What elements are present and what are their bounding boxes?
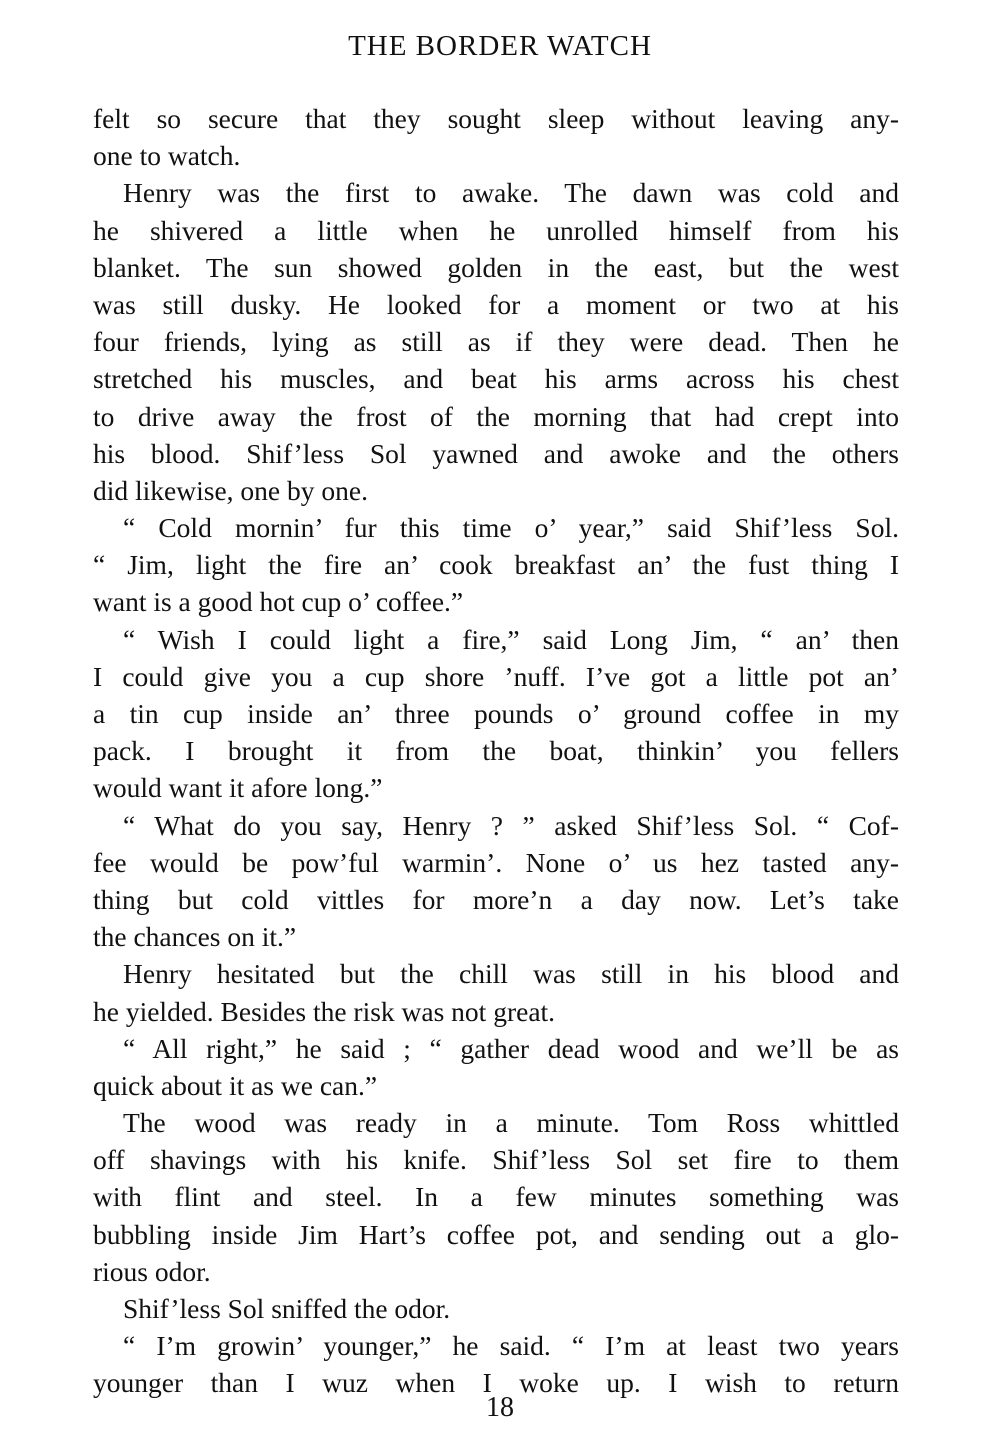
text-line: stretched his muscles, and beat his arms across his chest bbox=[93, 363, 899, 395]
text-line: the chances on it.” bbox=[93, 921, 297, 953]
text-line: Henry was the first to awake. The dawn was cold and bbox=[123, 177, 899, 209]
text-line: with flint and steel. In a few minutes something was bbox=[93, 1181, 899, 1213]
text-line: thing but cold vittles for more’n a day now. Let’s take bbox=[93, 883, 899, 915]
text-line: want is a good hot cup o’ coffee.” bbox=[93, 586, 464, 618]
text-line: four friends, lying as still as if they were dead. Then he bbox=[93, 326, 899, 358]
text-line: he shivered a little when he unrolled himself from his bbox=[93, 214, 899, 246]
running-head-title: THE BORDER WATCH bbox=[348, 30, 652, 62]
text-line: felt so secure that they sought sleep without leaving any- bbox=[93, 103, 899, 134]
text-line: pack. I brought it from the boat, thinkin’ you fellers bbox=[93, 735, 899, 767]
text-line: “ Cold mornin’ fur this time o’ year,” said Shif’less Sol. bbox=[123, 512, 899, 544]
text-line: Shif’less Sol sniffed the odor. bbox=[123, 1293, 451, 1324]
text-line: “ All right,” he said ; “ gather dead wood and we’ll be as bbox=[123, 1032, 899, 1064]
text-line: fee would be pow’ful warmin’. None o’ us hez tasted any- bbox=[93, 846, 899, 878]
text-line: bubbling inside Jim Hart’s coffee pot, and sending out a glo- bbox=[93, 1218, 899, 1250]
text-line: one to watch. bbox=[93, 140, 241, 172]
text-line: The wood was ready in a minute. Tom Ross whittled bbox=[123, 1107, 899, 1139]
text-line: was still dusky. He looked for a moment or two at his bbox=[93, 288, 899, 320]
text-line: quick about it as we can.” bbox=[93, 1069, 378, 1101]
text-line: rious odor. bbox=[93, 1255, 211, 1287]
text-line: a tin cup inside an’ three pounds o’ ground coffee in my bbox=[93, 698, 899, 729]
page-number: 18 bbox=[486, 1392, 514, 1423]
text-line: “ I’m growin’ younger,” he said. “ I’m at least two years bbox=[123, 1330, 899, 1362]
text-line: “ Jim, light the fire an’ cook breakfast an’ the fust thing I bbox=[93, 549, 899, 581]
text-line: he yielded. Besides the risk was not great. bbox=[93, 995, 556, 1027]
body-text bbox=[93, 100, 899, 1402]
text-line: off shavings with his knife. Shif’less Sol set fire to them bbox=[93, 1144, 899, 1176]
text-line: younger than I wuz when I woke up. I wish to return bbox=[93, 1367, 899, 1399]
text-line: “ What do you say, Henry ? ” asked Shif’less Sol. “ Cof- bbox=[123, 809, 899, 841]
text-line: I could give you a cup shore ’nuff. I’ve got a little pot an’ bbox=[93, 660, 899, 692]
text-line: to drive away the frost of the morning that had crept into bbox=[93, 400, 899, 432]
text-line: did likewise, one by one. bbox=[93, 474, 368, 506]
text-line: his blood. Shif’less Sol yawned and awoke and the others bbox=[93, 437, 899, 469]
text-line: blanket. The sun showed golden in the east, but the west bbox=[93, 251, 899, 283]
text-line: would want it afore long.” bbox=[93, 772, 383, 804]
text-line: “ Wish I could light a fire,” said Long Jim, “ an’ then bbox=[123, 623, 899, 655]
text-line: Henry hesitated but the chill was still in his blood and bbox=[123, 958, 899, 990]
